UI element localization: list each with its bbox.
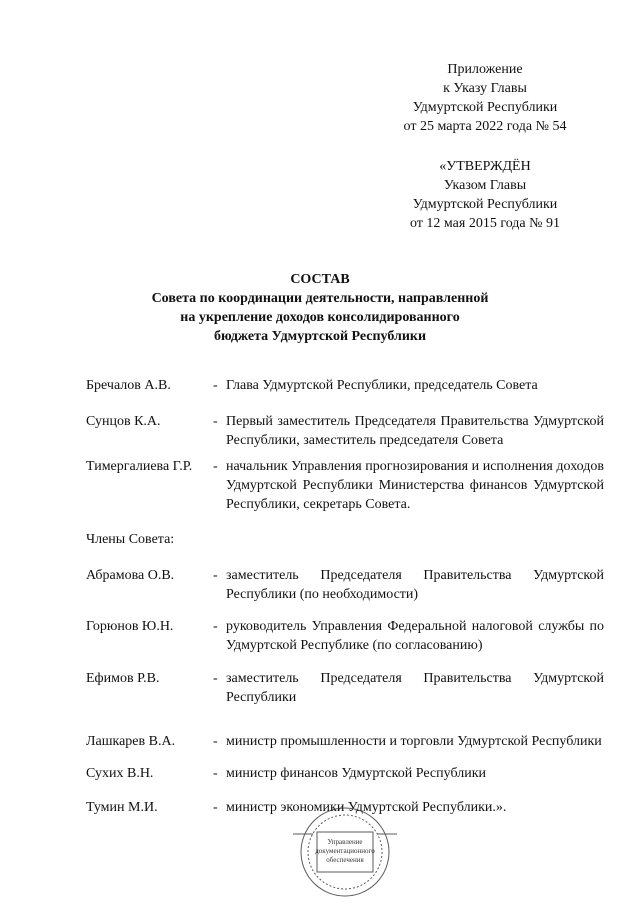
list-item (86, 669, 606, 707)
member-name: Сухих В.Н. (86, 766, 154, 781)
approved-header (380, 157, 590, 233)
separator-dash: - (213, 671, 218, 686)
member-role: министр экономики Удмуртской Республики.». (226, 800, 507, 815)
appendix-header (380, 60, 590, 136)
member-role: заместитель Председателя Правительства Удмуртской Республики (226, 671, 604, 705)
member-name: Горюнов Ю.Н. (86, 619, 174, 634)
separator-dash: - (213, 734, 218, 749)
official-stamp-icon (283, 800, 408, 900)
title-line: бюджета Удмуртской Республики (213, 329, 427, 344)
member-role: Глава Удмуртской Республики, председатель Совета (226, 378, 538, 393)
member-name: Тумин М.И. (86, 800, 158, 815)
stamp-text: Управление (327, 838, 363, 846)
member-name: Сунцов К.А. (86, 414, 161, 429)
separator-dash: - (213, 619, 218, 634)
approved-line: «УТВЕРЖДЁН (439, 159, 531, 174)
list-item (86, 732, 606, 751)
member-name: Ефимов Р.В. (86, 671, 160, 686)
separator-dash: - (213, 414, 218, 429)
member-role: руководитель Управления Федеральной налоговой службы по Удмуртской Республике (по согласованию) (226, 619, 604, 653)
members-label: Члены Совета: (86, 532, 175, 547)
title-line: СОСТАВ (290, 272, 350, 287)
separator-dash: - (213, 568, 218, 583)
stamp-text: документационного (315, 847, 375, 855)
member-role: заместитель Председателя Правительства Удмуртской Республики (по необходимости) (226, 568, 604, 602)
appendix-line: Удмуртской Республики (412, 100, 558, 115)
member-role: министр промышленности и торговли Удмуртской Республики (226, 734, 602, 749)
member-role: начальник Управления прогнозирования и исполнения доходов Удмуртской Республики Министерства финансов Удмуртской Республики, секретарь Совета. (226, 459, 604, 512)
stamp-text: обеспечения (326, 856, 364, 864)
member-name: Бречалов А.В. (86, 378, 171, 393)
member-role: министр финансов Удмуртской Республики (226, 766, 486, 781)
separator-dash: - (213, 459, 218, 474)
list-item (86, 764, 606, 783)
approved-line: Удмуртской Республики (412, 197, 558, 212)
document-title (90, 270, 550, 346)
separator-dash: - (213, 800, 218, 815)
member-name: Тимергалиева Г.Р. (86, 459, 193, 474)
member-name: Абрамова О.В. (86, 568, 175, 583)
title-line: на укрепление доходов консолидированного (180, 310, 460, 325)
appendix-line: Приложение (447, 62, 523, 77)
list-item (86, 566, 606, 604)
list-item (86, 376, 606, 395)
appendix-line: к Указу Главы (443, 81, 527, 96)
separator-dash: - (213, 766, 218, 781)
approved-line: Указом Главы (443, 178, 527, 193)
list-item (86, 457, 606, 514)
council-list (86, 376, 606, 817)
member-name: Лашкарев В.А. (86, 734, 176, 749)
member-role: Первый заместитель Председателя Правительства Удмуртской Республики, заместитель председателя Совета (226, 414, 604, 448)
list-item (86, 412, 606, 450)
list-item (86, 617, 606, 655)
separator-dash: - (213, 378, 218, 393)
approved-line: от 12 мая 2015 года № 91 (409, 216, 561, 231)
appendix-line: от 25 марта 2022 года № 54 (403, 119, 567, 134)
title-line: Совета по координации деятельности, направленной (151, 291, 489, 306)
